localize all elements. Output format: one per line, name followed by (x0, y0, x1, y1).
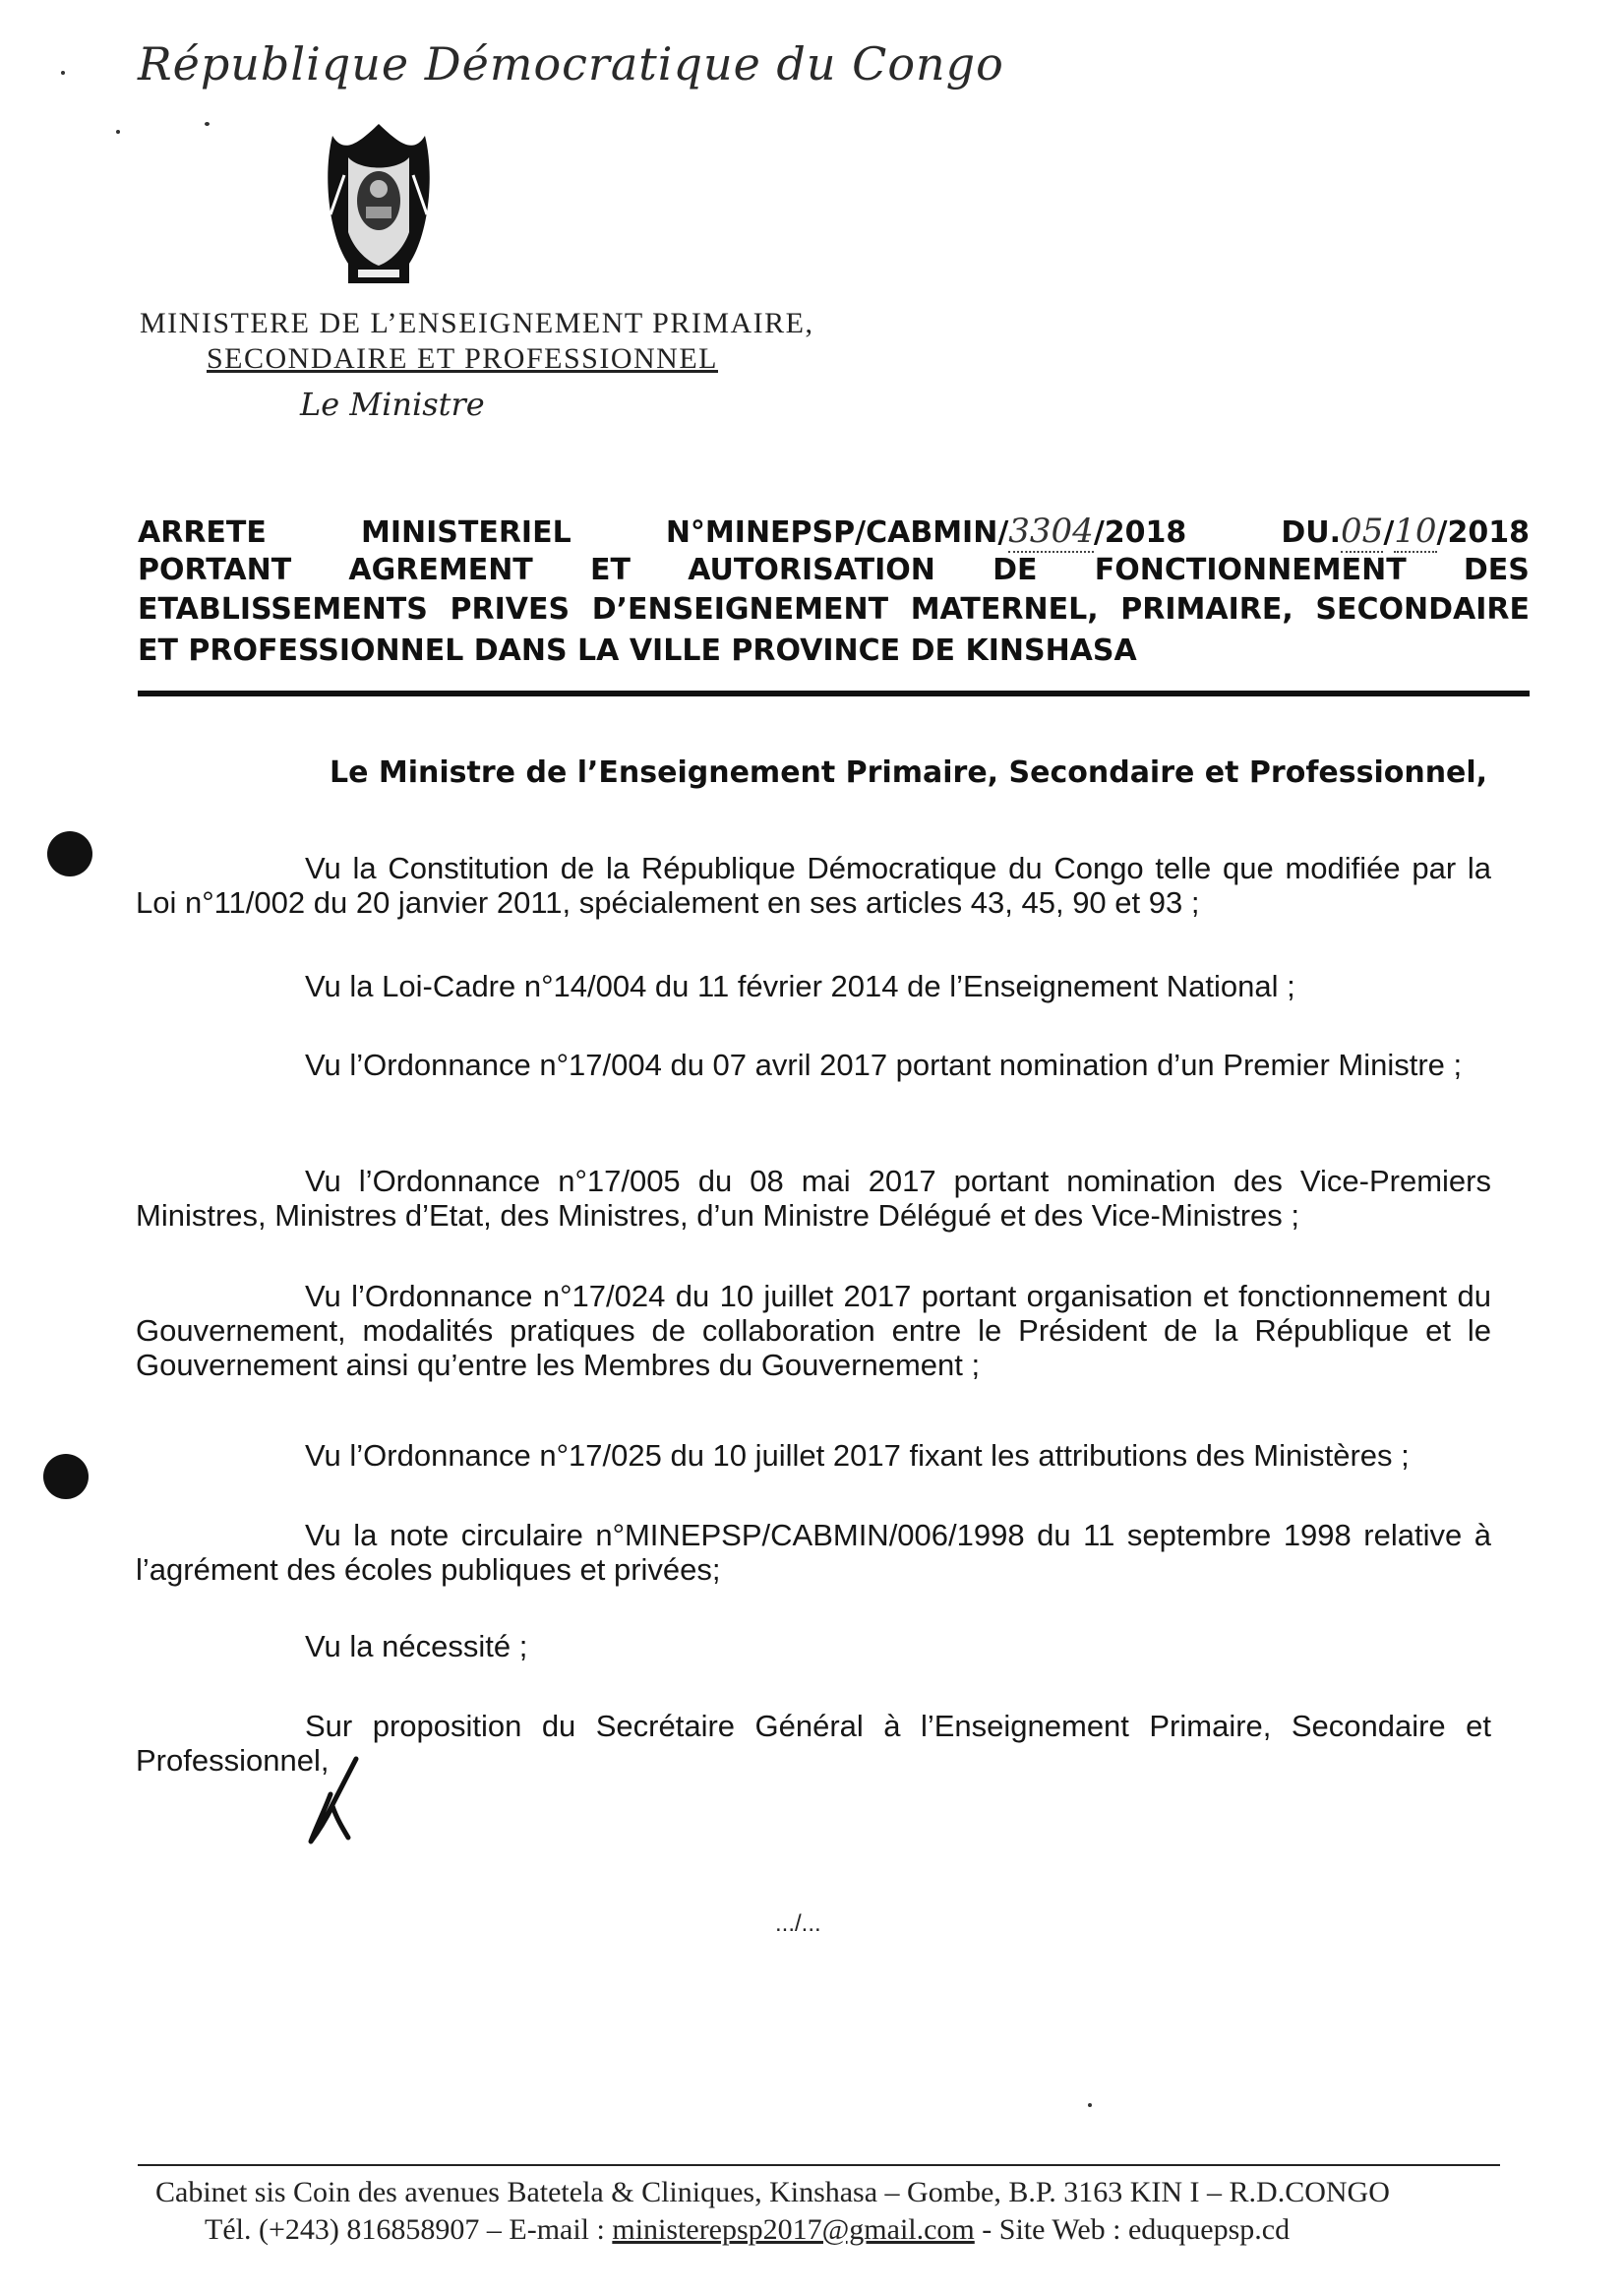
hole-punch-mark (43, 1454, 89, 1499)
date-separator: / (1383, 515, 1395, 550)
recital-paragraph: Sur proposition du Secrétaire Général à l’Enseignement Primaire, Secondaire et Professionnel, (136, 1709, 1491, 1778)
title-word: PRIMAIRE, (1120, 592, 1293, 627)
ministry-name-line2: SECONDAIRE ET PROFESSIONNEL (207, 342, 718, 375)
handwritten-initial-icon (303, 1755, 366, 1845)
decree-date (1281, 512, 1530, 551)
title-word: DES (1463, 553, 1530, 587)
decree-reference (666, 512, 1186, 551)
minister-heading: Le Ministre de l’Enseignement Primaire, Secondaire et Professionnel, (330, 755, 1488, 790)
title-word: FONCTIONNEMENT (1094, 553, 1407, 587)
title-word: AUTORISATION (688, 553, 935, 587)
reference-prefix: N°MINEPSP/CABMIN/ (665, 515, 1009, 550)
footer-address: Cabinet sis Coin des avenues Batetela & Cliniques, Kinshasa – Gombe, B.P. 3163 KIN I – R.D.CONGO (155, 2176, 1390, 2208)
signatory-title: Le Ministre (300, 386, 485, 423)
title-word: MATERNEL, (910, 592, 1099, 627)
title-word: ETABLISSEMENTS (138, 592, 428, 627)
decree-title-line3 (138, 592, 1530, 627)
title-word: MINISTERIEL (360, 515, 571, 550)
handwritten-date-month: 10 (1394, 512, 1437, 551)
footer-contact (205, 2213, 1290, 2247)
decree-title-line2 (138, 553, 1530, 587)
reference-year: /2018 (1093, 515, 1187, 550)
republic-heading: République Démocratique du Congo (138, 37, 1004, 91)
scan-speck (205, 122, 210, 126)
ministry-name-line1: MINISTERE DE L’ENSEIGNEMENT PRIMAIRE, (140, 307, 814, 339)
title-word: ET (590, 553, 631, 587)
footer-website: - Site Web : eduquepsp.cd (974, 2213, 1291, 2246)
recital-paragraph: Vu la Constitution de la République Démocratique du Congo telle que modifiée par la Loi n°11/002 du 20 janvier 2011, spécialement en ses articles 43, 45, 90 et 93 ; (136, 851, 1491, 920)
title-word: PORTANT (138, 553, 292, 587)
recital-paragraph: Vu l’Ordonnance n°17/024 du 10 juillet 2017 portant organisation et fonctionnement du Gouvernement, modalités pratiques de collaboration entre le Président de la République et le Gouvernement ainsi qu’entre les Membres du Gouvernement ; (136, 1279, 1491, 1382)
recital-paragraph: Vu la Loi-Cadre n°14/004 du 11 février 2014 de l’Enseignement National ; (305, 969, 1295, 1003)
date-prefix: DU. (1281, 515, 1342, 550)
recital-paragraph: Vu l’Ordonnance n°17/025 du 10 juillet 2017 fixant les attributions des Ministères ; (305, 1438, 1410, 1473)
scan-speck (61, 71, 65, 75)
footer-phone: Tél. (+243) 816858907 – E-mail : (205, 2213, 613, 2246)
coat-of-arms-icon (315, 116, 443, 288)
scan-speck (1088, 2103, 1092, 2107)
title-word: SECONDAIRE (1315, 592, 1530, 627)
title-word: PRIVES (450, 592, 571, 627)
date-year: /2018 (1436, 515, 1530, 550)
decree-title-line1 (138, 512, 1530, 551)
title-word: ARRETE (138, 515, 267, 550)
decree-title-line4: ET PROFESSIONNEL DANS LA VILLE PROVINCE DE KINSHASA (138, 634, 1137, 668)
title-word: D’ENSEIGNEMENT (591, 592, 889, 627)
hole-punch-mark (47, 831, 92, 876)
scan-speck (116, 130, 120, 134)
recital-paragraph: Vu l’Ordonnance n°17/005 du 08 mai 2017 portant nomination des Vice-Premiers Ministres, Ministres d’Etat, des Ministres, d’un Ministre Délégué et des Vice-Ministres ; (136, 1164, 1491, 1233)
handwritten-date-day: 05 (1341, 512, 1384, 551)
title-divider (138, 691, 1530, 696)
title-word: DE (992, 553, 1038, 587)
footer-email-link[interactable]: ministerepsp2017@gmail.com (612, 2213, 975, 2246)
handwritten-decree-number: 3304 (1008, 512, 1094, 551)
recital-paragraph: Vu la note circulaire n°MINEPSP/CABMIN/006/1998 du 11 septembre 1998 relative à l’agrément des écoles publiques et privées; (136, 1518, 1491, 1587)
title-word: AGREMENT (348, 553, 533, 587)
recital-paragraph: Vu l’Ordonnance n°17/004 du 07 avril 2017 portant nomination d’un Premier Ministre ; (305, 1048, 1463, 1082)
recital-paragraph: Vu la nécessité ; (305, 1629, 528, 1663)
page-continuation-mark: .../... (775, 1910, 821, 1937)
footer-divider (138, 2164, 1500, 2166)
